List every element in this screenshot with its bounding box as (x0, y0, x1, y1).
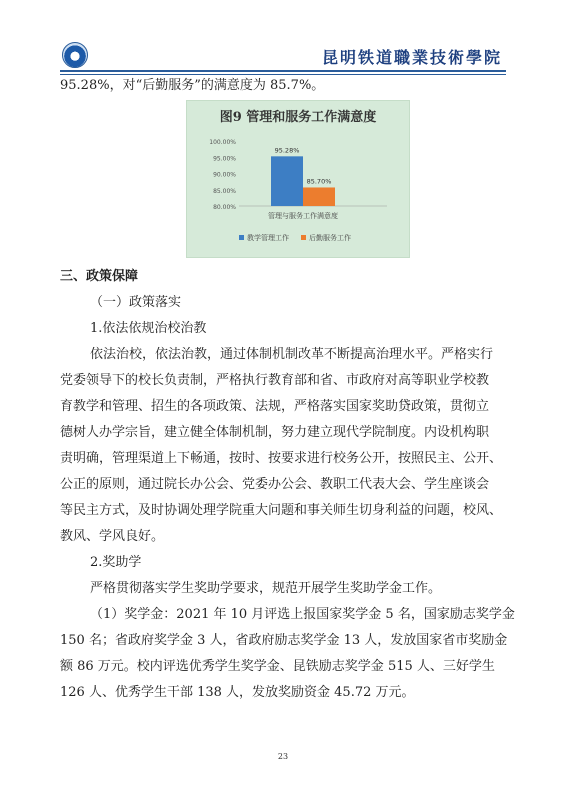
para1-line: 等民主方式，及时协调处理学院重大问题和事关师生切身利益的问题，校风、 (60, 503, 503, 518)
para1-line: 德树人办学宗旨，建立健全体制机制，努力建立现代学院制度。内设机构职 (60, 425, 490, 440)
header-rule-thin (60, 74, 506, 75)
bar-data-label: 85.70% (306, 177, 332, 186)
para1-line: 公正的原则，通过院长办公会、党委办公会、教职工代表大会、学生座谈会 (60, 477, 490, 492)
para3-line: 150 名；省政府奖学金 3 人，省政府励志奖学金 13 人，发放国家省市奖励金 (60, 633, 508, 648)
bar-data-label: 95.28% (274, 146, 300, 155)
chart-svg (187, 101, 409, 257)
bar-teaching-management (271, 156, 303, 206)
y-tick-label: 85.00% (213, 187, 236, 195)
legend-label: 后勤服务工作 (309, 234, 351, 242)
x-axis-category-label: 管理与服务工作满意度 (268, 212, 338, 220)
para1-line: 依法治校，依法治教，通过体制机制改革不断提高治理水平。严格实行 (90, 347, 494, 362)
satisfaction-chart (186, 100, 410, 258)
y-tick-label: 100.00% (209, 139, 236, 146)
para1-line: 教风、学风良好。 (60, 529, 165, 544)
section-heading: 三、政策保障 (60, 269, 139, 284)
header-rule (60, 70, 506, 72)
legend-swatch (301, 235, 306, 240)
school-logo-icon (62, 42, 88, 68)
bar-logistics-service (303, 187, 335, 206)
subsection-heading: （一）政策落实 (90, 295, 182, 310)
para3-line: 额 86 万元。校内评选优秀学生奖学金、昆铁励志奖学金 515 人、三好学生 (60, 659, 495, 674)
legend-label: 教学管理工作 (247, 234, 289, 242)
para2: 严格贯彻落实学生奖助学要求，规范开展学生奖助学金工作。 (90, 581, 442, 596)
intro-line: 95.28%，对“后勤服务”的满意度为 85.7%。 (60, 78, 325, 93)
para3-line: 126 人、优秀学生干部 138 人，发放奖励资金 45.72 万元。 (60, 685, 415, 700)
y-tick-label: 90.00% (213, 171, 236, 179)
para1-line: 育教学和管理、招生的各项政策、法规，严格落实国家奖助贷政策，贯彻立 (60, 399, 490, 414)
page-number: 23 (277, 752, 289, 761)
item-heading-1: 1.依法依规治校治教 (90, 321, 207, 336)
chart-title: 图9 管理和服务工作满意度 (219, 110, 377, 125)
item-heading-2: 2.奖助学 (90, 555, 142, 570)
page-header (60, 38, 506, 72)
legend-swatch (239, 235, 244, 240)
para1-line: 党委领导下的校长负责制，严格执行教育部和省、市政府对高等职业学校教 (60, 373, 490, 388)
y-tick-label: 80.00% (213, 204, 236, 211)
school-name: 昆明铁道職業技術學院 (321, 48, 502, 67)
para1-line: 责明确，管理渠道上下畅通，按时、按要求进行校务公开，按照民主、公开、 (60, 451, 503, 466)
para3-line: （1）奖学金：2021 年 10 月评选上报国家奖学金 5 名，国家励志奖学金 (90, 607, 515, 622)
y-tick-label: 95.00% (213, 155, 236, 163)
